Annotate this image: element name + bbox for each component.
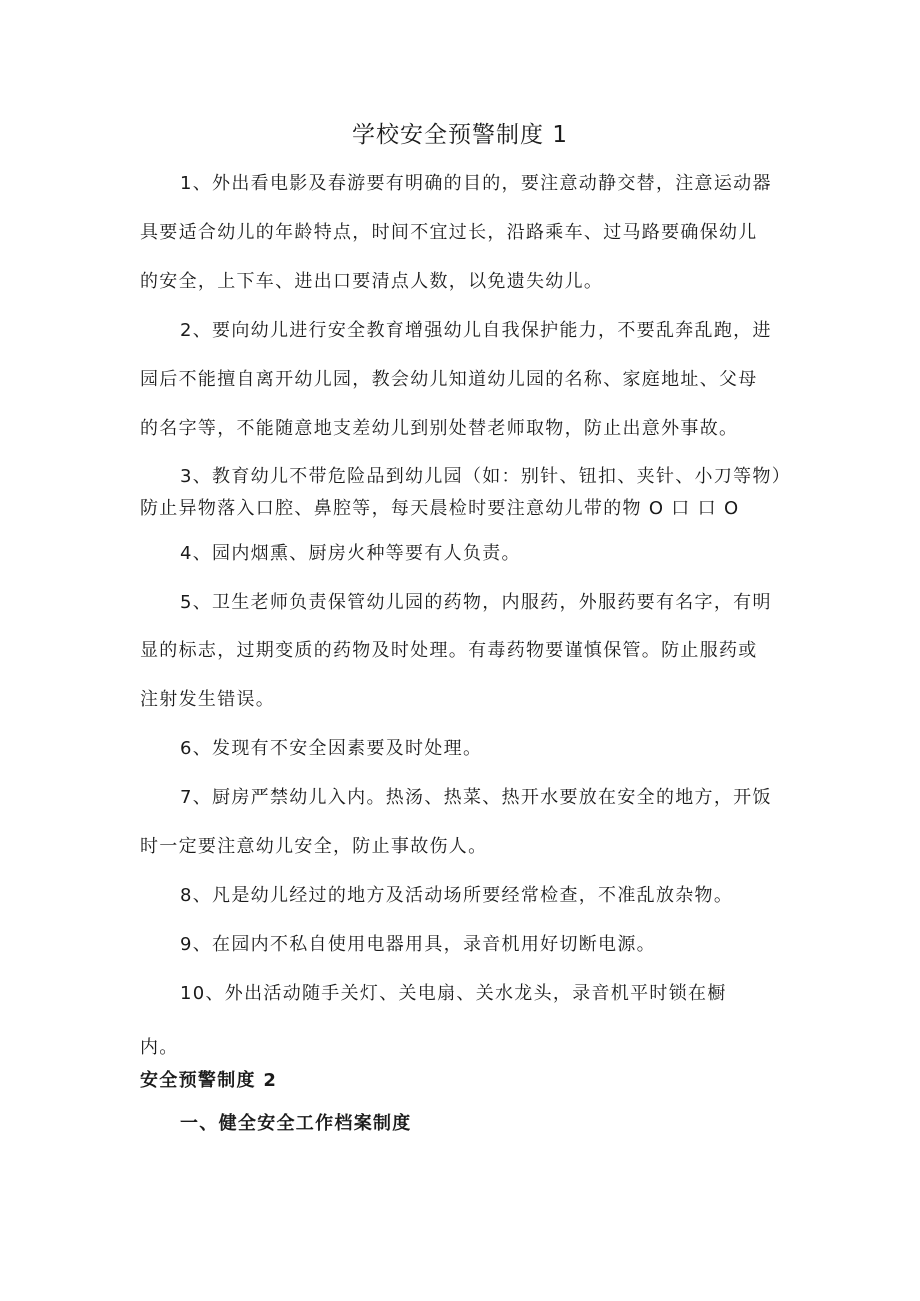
section-2-title: 安全预警制度 2 <box>140 1070 278 1091</box>
paragraph-3-line-2: 防止异物落入口腔、鼻腔等，每天晨检时要注意幼儿带的物 O 口 口 O <box>140 498 740 519</box>
paragraph-4-line-1: 4、园内烟熏、厨房火种等要有人负责。 <box>180 543 521 564</box>
paragraph-6-line-1: 6、发现有不安全因素要及时处理。 <box>180 738 483 759</box>
section-2-heading: 一、健全安全工作档案制度 <box>180 1113 412 1134</box>
paragraph-2-line-3: 的名字等，不能随意地支差幼儿到别处替老师取物，防止出意外事故。 <box>140 418 739 439</box>
paragraph-1-line-2: 具要适合幼儿的年龄特点，时间不宜过长，沿路乘车、过马路要确保幼儿 <box>140 222 758 243</box>
paragraph-8-line-1: 8、凡是幼儿经过的地方及活动场所要经常检查，不准乱放杂物。 <box>180 885 734 906</box>
document-title: 学校安全预警制度 1 <box>352 122 568 148</box>
paragraph-2-line-2: 园后不能擅自离开幼儿园，教会幼儿知道幼儿园的名称、家庭地址、父母 <box>140 369 758 390</box>
paragraph-9-line-1: 9、在园内不私自使用电器用具，录音机用好切断电源。 <box>180 934 656 955</box>
paragraph-3-line-1: 3、教育幼儿不带危险品到幼儿园（如：别针、钮扣、夹针、小刀等物） <box>180 466 792 487</box>
paragraph-1-line-1: 1、外出看电影及春游要有明确的目的，要注意动静交替，注意运动器 <box>180 173 772 194</box>
paragraph-5-line-1: 5、卫生老师负责保管幼儿园的药物，内服药，外服药要有名字，有明 <box>180 592 772 613</box>
paragraph-10-line-1: 10、外出活动随手关灯、关电扇、关水龙头，录音机平时锁在橱 <box>180 983 727 1004</box>
paragraph-1-line-3: 的安全，上下车、进出口要清点人数，以免遗失幼儿。 <box>140 271 604 292</box>
paragraph-5-line-2: 显的标志，过期变质的药物及时处理。有毒药物要谨慎保管。防止服药或 <box>140 640 758 661</box>
paragraph-10-line-2: 内。 <box>140 1037 179 1058</box>
paragraph-2-line-1: 2、要向幼儿进行安全教育增强幼儿自我保护能力，不要乱奔乱跑，进 <box>180 320 772 341</box>
paragraph-7-line-2: 时一定要注意幼儿安全，防止事故伤人。 <box>140 836 488 857</box>
paragraph-5-line-3: 注射发生错误。 <box>140 689 276 710</box>
paragraph-7-line-1: 7、厨房严禁幼儿入内。热汤、热菜、热开水要放在安全的地方，开饭 <box>180 787 772 808</box>
